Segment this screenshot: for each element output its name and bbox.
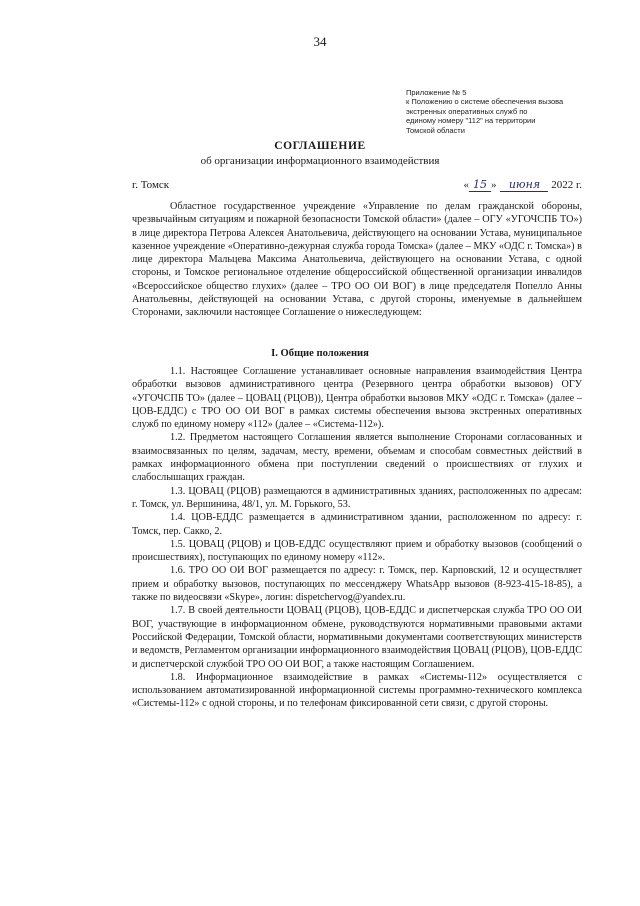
document-title: СОГЛАШЕНИЕ	[274, 140, 366, 152]
section-body	[132, 365, 582, 711]
preamble-block	[132, 200, 582, 320]
city-label: г. Томск	[132, 179, 170, 191]
page-number: 34	[313, 34, 327, 49]
clause-1-2: 1.2. Предметом настоящего Соглашения является выполнение Сторонами согласованных и взаимосвязанных по целям, задачам, месту, времени, объемам и способам совместных действий в рамках информационного обмена при поступлении сведений о происшествиях от глухих и слабослышащих граждан.	[132, 432, 582, 484]
handwritten-month: июня	[500, 179, 548, 192]
clause-1-8: 1.8. Информационное взаимодействие в рамках «Системы-112» осуществляется с использованием автоматизированной информационной системы программно-технического комплекса «Системы-112» с одной стороны, и по телефонам фиксированной сети связи, с другой стороны.	[132, 671, 582, 710]
place-date-line	[132, 179, 582, 195]
date-close-quote: »	[490, 179, 497, 191]
section-heading: I. Общие положения	[271, 348, 369, 359]
appendix-note	[406, 88, 606, 135]
appendix-line: единому номеру "112" на территории	[406, 116, 536, 126]
clause-1-5: 1.5. ЦОВАЦ (РЦОВ) и ЦОВ-ЕДДС осуществляют прием и обработку вызовов (сообщений о происшествиях), поступающих по единому номеру «112».	[132, 538, 582, 564]
clause-1-1: 1.1. Настоящее Соглашение устанавливает основные направления взаимодействия Центра обработки вызовов административного центра (Резервного центра обработки вызовов) ОГУ «УГОЧСПБ ТО» (далее – ЦОВАЦ (РЦОВ)), Центра обработки вызовов МКУ «ОДС г. Томска» (далее – ЦОВ-ЕДДС) с ТРО ОО ОИ ВОГ в рамках системы обеспечения вызова экстренных оперативных служб по единому номеру «112» (далее – «Система-112»).	[132, 366, 582, 431]
clause-1-3: 1.3. ЦОВАЦ (РЦОВ) размещаются в административных зданиях, расположенных по адресам: г. Томск, ул. Вершинина, 48/1, ул. М. Горького, 53.	[132, 485, 582, 510]
agreement-date	[463, 179, 582, 192]
date-open-quote: «	[463, 179, 469, 191]
appendix-line: к Положению о системе обеспечения вызова	[406, 97, 564, 107]
handwritten-day: 15	[469, 179, 491, 192]
document-subtitle: об организации информационного взаимодействия	[200, 155, 440, 167]
clause-1-6: 1.6. ТРО ОО ОИ ВОГ размещается по адресу: г. Томск, пер. Карповский, 12 и осуществляет прием и обработку вызовов, поступающих по мессенджеру WhatsApp вызовов (8-923-415-18-85), а также по видеосвязи «Skype», логин: dispetchervog@yandex.ru.	[132, 565, 582, 604]
appendix-line: экстренных оперативных служб по	[406, 106, 528, 116]
clause-1-4: 1.4. ЦОВ-ЕДДС размещается в административном здании, расположенном по адресу: г. Томск, пер. Сакко, 2.	[132, 512, 582, 537]
appendix-line: Томской области	[406, 125, 465, 135]
preamble-paragraph: Областное государственное учреждение «Управление по делам гражданской обороны, чрезвычайным ситуациям и пожарной безопасности Томской области» (далее – ОГУ «УГОЧСПБ ТО») в лице директора Петрова Алексея Анатольевича, действующего на основании Устава, муниципальное казенное учреждение «Оперативно-дежурная служба города Томска» (далее – МКУ «ОДС г. Томска») в лице директора Мальцева Максима Анатольевича, действующего на основании Устава, с одной стороны, и Томское региональное отделение общероссийской общественной организации инвалидов «Всероссийское общество глухих» (далее – ТРО ОО ОИ ВОГ) в лице председателя Попелло Анны Анатольевны, действующей на основании Устава, с другой стороны, именуемые в дальнейшем Сторонами, заключили настоящее Соглашение о нижеследующем:	[132, 201, 582, 319]
appendix-line: Приложение № 5	[406, 88, 467, 97]
date-year: 2022 г.	[551, 179, 582, 191]
clause-1-7: 1.7. В своей деятельности ЦОВАЦ (РЦОВ), ЦОВ-ЕДДС и диспетчерская служба ТРО ОО ОИ ВОГ, участвующие в информационном обмене, руководствуются нормативными правовыми актами Российской Федерации, Томской области, нормативными документами соответствующих министерств и ведомств, Регламентом организации информационного взаимодействия ЦОВАЦ (РЦОВ), ЦОВ-ЕДДС и диспетчерской службой ТРО ОО ОИ ВОГ, а также настоящим Соглашением.	[132, 605, 583, 670]
